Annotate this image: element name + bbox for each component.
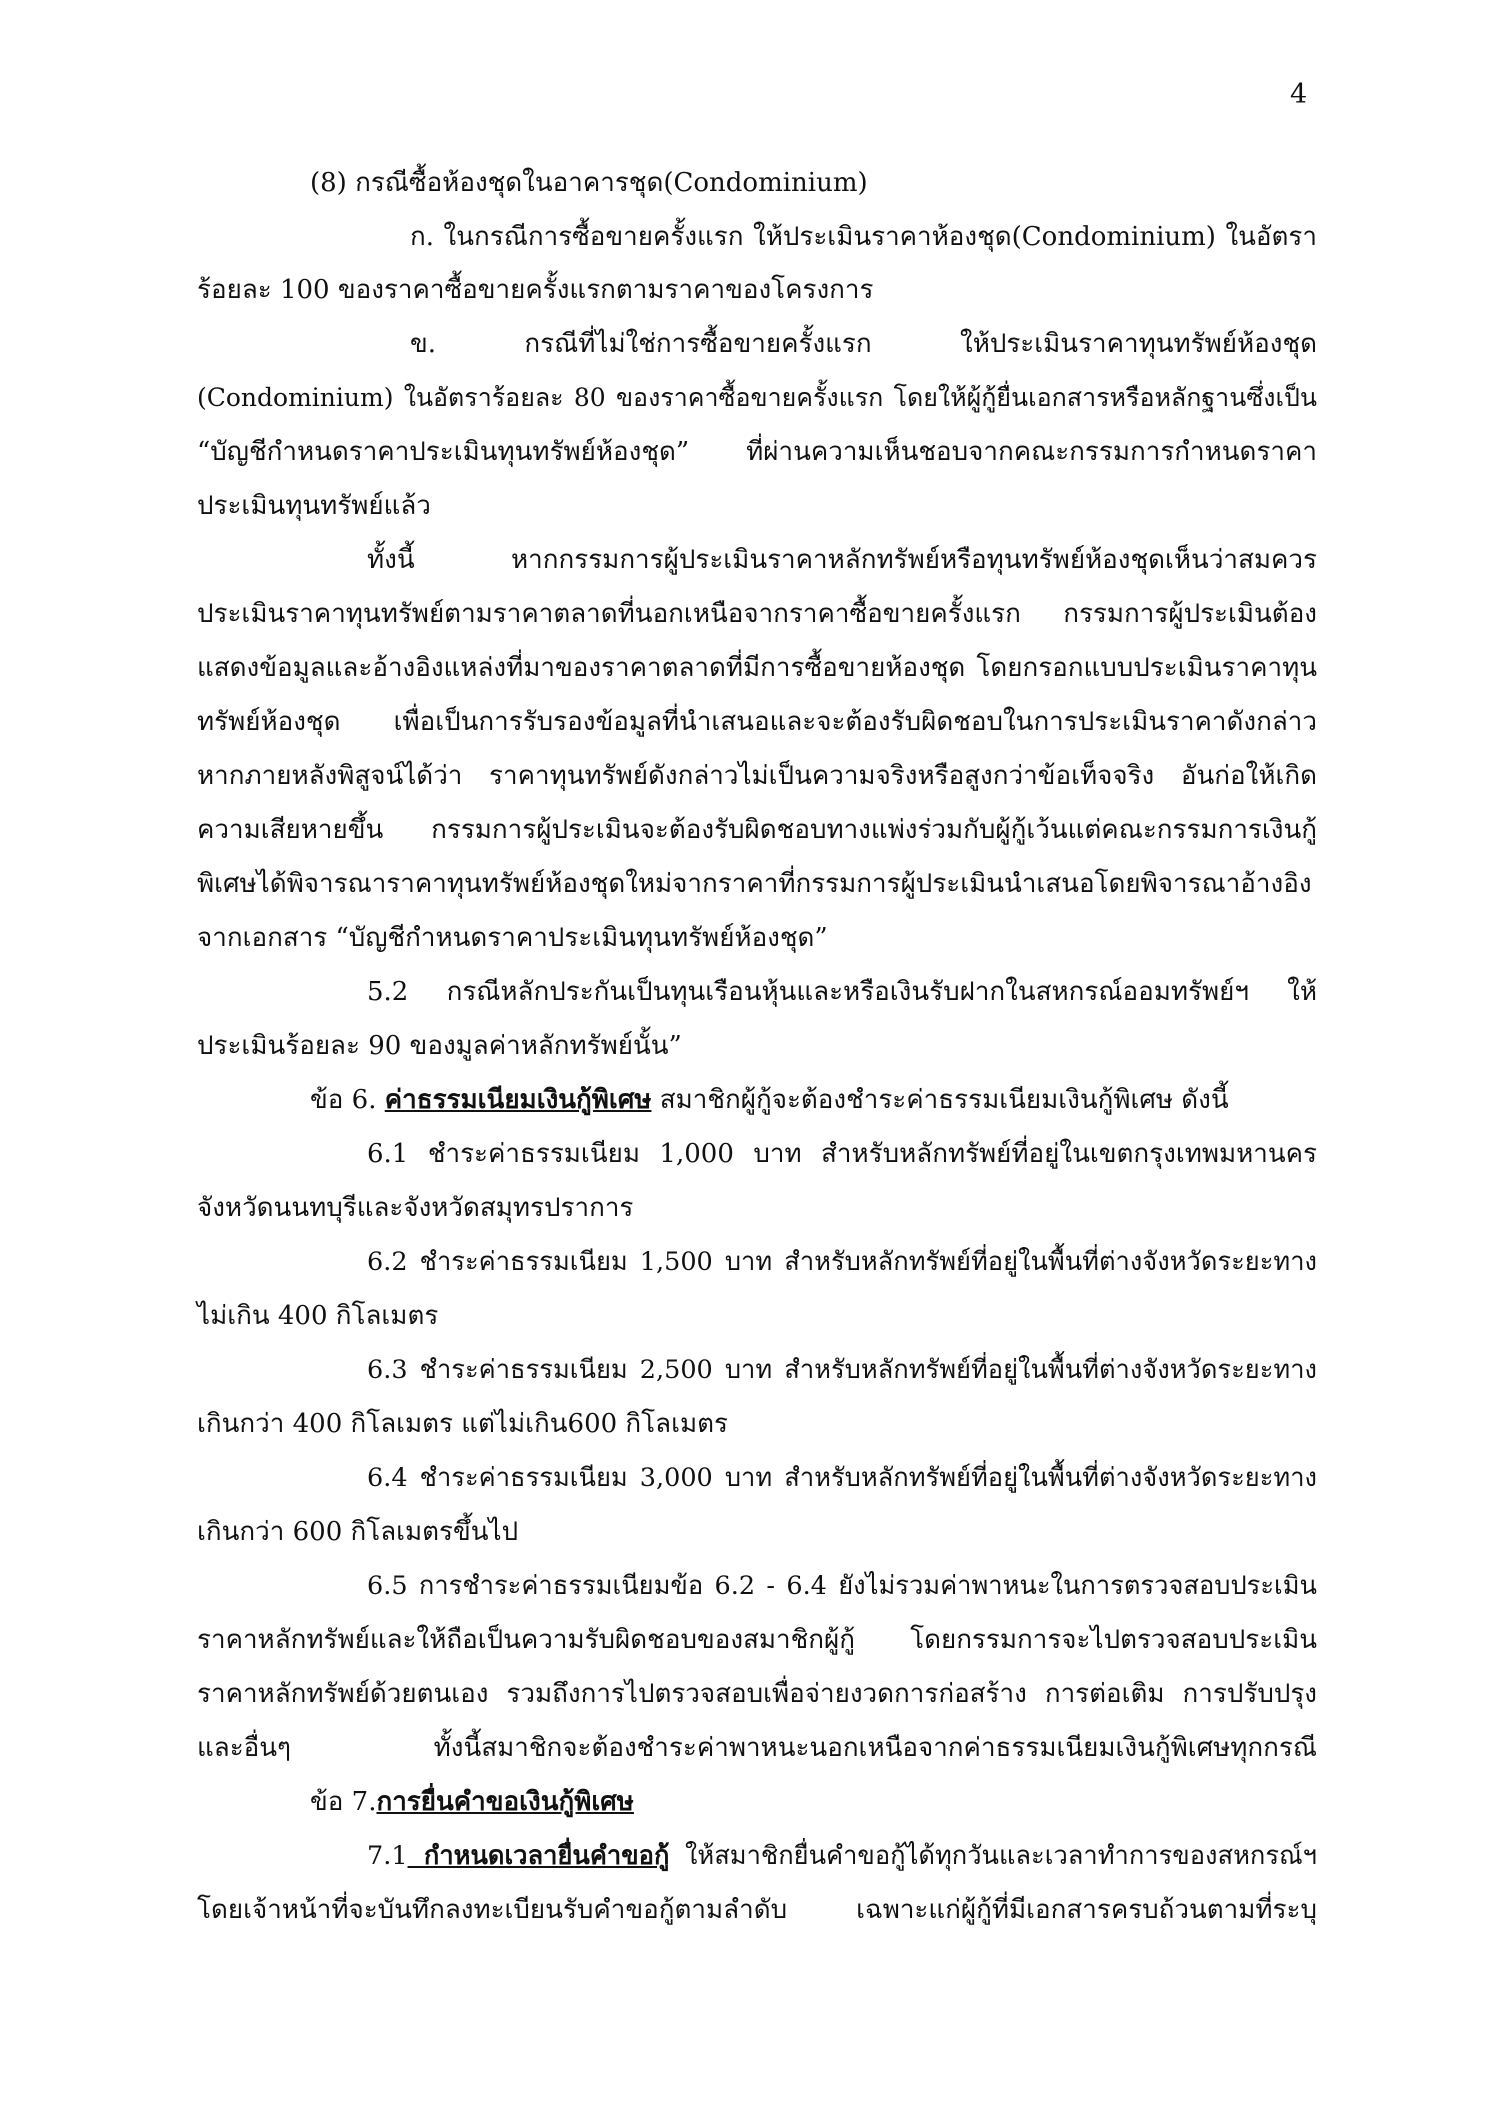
text-line: 6.5 การชำระค่าธรรมเนียมข้อ 6.2 - 6.4 ยังไม่รวมค่าพาหนะในการตรวจสอบประเมิน — [367, 1571, 1317, 1601]
text-line: ประเมินทุนทรัพย์แล้ว — [197, 491, 431, 521]
text-line: ประเมินร้อยละ 90 ของมูลค่าหลักทรัพย์นั้น” — [197, 1031, 682, 1061]
clause-7-title: การยื่นคำขอเงินกู้พิเศษ — [376, 1787, 634, 1817]
text-line: ก. ในกรณีการซื้อขายครั้งแรก ให้ประเมินราคาห้องชุด(Condominium) ในอัตรา — [410, 222, 1317, 252]
text-line: และอื่นๆ ทั้งนี้สมาชิกจะต้องชำระค่าพาหนะนอกเหนือจากค่าธรรมเนียมเงินกู้พิเศษทุกกรณี — [197, 1733, 1317, 1763]
clause-6-number: ข้อ 6. — [310, 1085, 385, 1115]
text-line: (8) กรณีซื้อห้องชุดในอาคารชุด(Condominium) — [310, 168, 868, 198]
clause-7-heading-line — [310, 1784, 634, 1820]
text-line: 6.2 ชำระค่าธรรมเนียม 1,500 บาท สำหรับหลักทรัพย์ที่อยู่ในพื้นที่ต่างจังหวัดระยะทาง — [367, 1247, 1317, 1277]
text-line: 5.2 กรณีหลักประกันเป็นทุนเรือนหุ้นและหรือเงินรับฝากในสหกรณ์ออมทรัพย์ฯ ให้ — [367, 977, 1317, 1007]
text-line: 6.4 ชำระค่าธรรมเนียม 3,000 บาท สำหรับหลักทรัพย์ที่อยู่ในพื้นที่ต่างจังหวัดระยะทาง — [367, 1463, 1317, 1493]
text-line: เกินกว่า 600 กิโลเมตรขึ้นไป — [197, 1517, 519, 1547]
text-line: ไม่เกิน 400 กิโลเมตร — [197, 1301, 439, 1331]
page-number: 4 — [1290, 79, 1308, 110]
text-line: ร้อยละ 100 ของราคาซื้อขายครั้งแรกตามราคาของโครงการ — [197, 275, 874, 305]
text-line: หากภายหลังพิสูจน์ได้ว่า ราคาทุนทรัพย์ดังกล่าวไม่เป็นความจริงหรือสูงกว่าข้อเท็จจริง อันก่อให้เกิด — [197, 761, 1317, 791]
text-line: พิเศษได้พิจารณาราคาทุนทรัพย์ห้องชุดใหม่จากราคาที่กรรมการผู้ประเมินนำเสนอโดยพิจารณาอ้างอิง — [197, 869, 1312, 899]
text-line: จังหวัดนนทบุรีและจังหวัดสมุทรปราการ — [197, 1193, 634, 1223]
text-line: (Condominium) ในอัตราร้อยละ 80 ของราคาซื้อขายครั้งแรก โดยให้ผู้กู้ยื่นเอกสารหรือหลักฐานซึ่งเป็น — [197, 383, 1317, 412]
clause-7-1-line — [367, 1838, 1317, 1874]
clause-7-1-text: ให้สมาชิกยื่นคำขอกู้ได้ทุกวันและเวลาทำการของสหกรณ์ฯ — [669, 1841, 1317, 1871]
clause-6-title: ค่าธรรมเนียมเงินกู้พิเศษ — [384, 1085, 652, 1115]
clause-6-heading-line — [310, 1082, 1229, 1118]
text-line: ความเสียหายขึ้น กรรมการผู้ประเมินจะต้องรับผิดชอบทางแพ่งร่วมกับผู้กู้เว้นแต่คณะกรรมการเงินกู้ — [197, 815, 1317, 845]
text-line: 6.1 ชำระค่าธรรมเนียม 1,000 บาท สำหรับหลักทรัพย์ที่อยู่ในเขตกรุงเทพมหานคร — [367, 1139, 1317, 1169]
text-line: ราคาหลักทรัพย์และให้ถือเป็นความรับผิดชอบของสมาชิกผู้กู้ โดยกรรมการจะไปตรวจสอบประเมิน — [197, 1625, 1317, 1655]
text-line: ราคาหลักทรัพย์ด้วยตนเอง รวมถึงการไปตรวจสอบเพื่อจ่ายงวดการก่อสร้าง การต่อเติม การปรับปรุง — [197, 1679, 1317, 1709]
text-line: ประเมินราคาทุนทรัพย์ตามราคาตลาดที่นอกเหนือจากราคาซื้อขายครั้งแรก กรรมการผู้ประเมินต้อง — [197, 599, 1317, 629]
clause-7-1-title: กำหนดเวลายื่นคำขอกู้ — [407, 1841, 670, 1871]
clause-6-text: สมาชิกผู้กู้จะต้องชำระค่าธรรมเนียมเงินกู้พิเศษ ดังนี้ — [651, 1085, 1229, 1115]
text-line: ทั้งนี้ หากกรรมการผู้ประเมินราคาหลักทรัพย์หรือทุนทรัพย์ห้องชุดเห็นว่าสมควร — [367, 545, 1317, 575]
clause-7-number: ข้อ 7. — [310, 1787, 377, 1817]
text-line: จากเอกสาร “บัญชีกำหนดราคาประเมินทุนทรัพย์ห้องชุด” — [197, 923, 828, 953]
clause-7-1-number: 7.1 — [367, 1841, 408, 1871]
text-line: แสดงข้อมูลและอ้างอิงแหล่งที่มาของราคาตลาดที่มีการซื้อขายห้องชุด โดยกรอกแบบประเมินราคาทุน — [197, 653, 1317, 683]
text-line: ทรัพย์ห้องชุด เพื่อเป็นการรับรองข้อมูลที่นำเสนอและจะต้องรับผิดชอบในการประเมินราคาดังกล่าว — [197, 707, 1317, 737]
text-line: ข. กรณีที่ไม่ใช่การซื้อขายครั้งแรก ให้ประเมินราคาทุนทรัพย์ห้องชุด — [410, 329, 1317, 359]
text-line: เกินกว่า 400 กิโลเมตร แต่ไม่เกิน600 กิโลเมตร — [197, 1409, 728, 1439]
text-line: “บัญชีกำหนดราคาประเมินทุนทรัพย์ห้องชุด” ที่ผ่านความเห็นชอบจากคณะกรรมการกำหนดราคา — [197, 437, 1317, 467]
text-line: 6.3 ชำระค่าธรรมเนียม 2,500 บาท สำหรับหลักทรัพย์ที่อยู่ในพื้นที่ต่างจังหวัดระยะทาง — [367, 1355, 1317, 1385]
text-line: โดยเจ้าหน้าที่จะบันทึกลงทะเบียนรับคำขอกู้ตามลำดับ เฉพาะแก่ผู้กู้ที่มีเอกสารครบถ้วนตามที่ระบุ — [197, 1895, 1317, 1925]
